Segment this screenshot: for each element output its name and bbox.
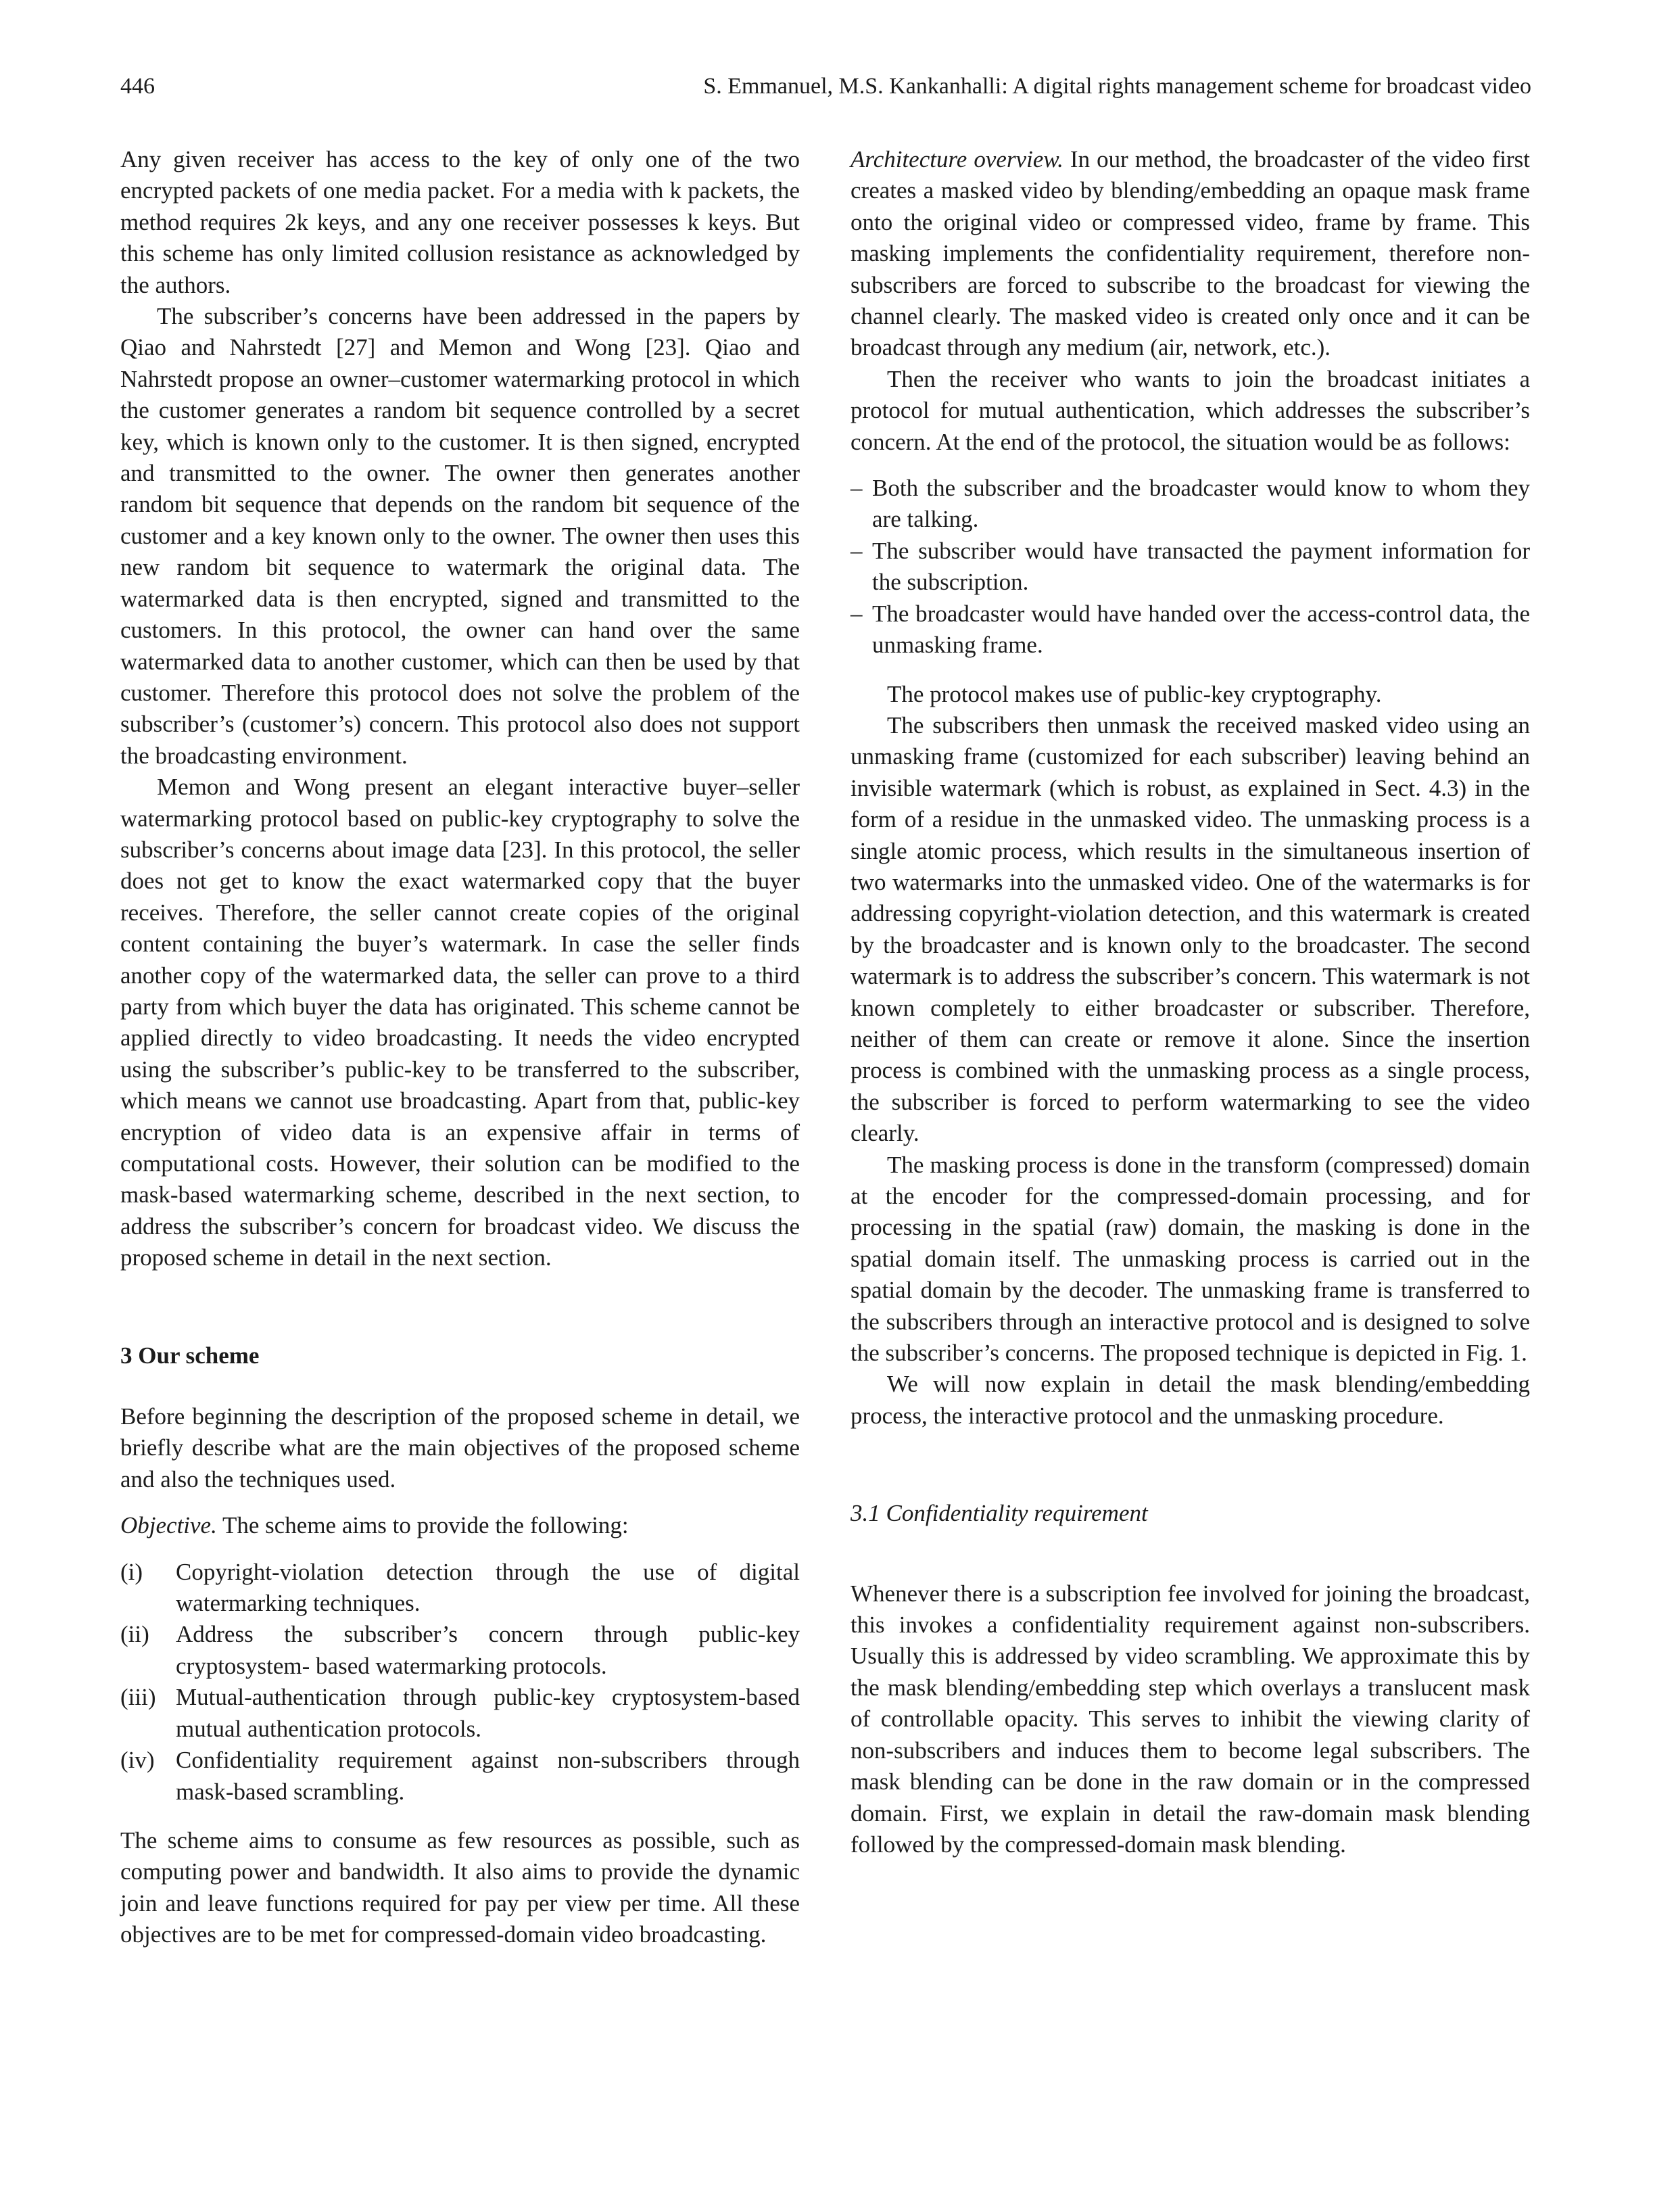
list-marker: (i) [120, 1558, 143, 1585]
section-heading: 3 Our scheme [120, 1342, 260, 1369]
objective-heading: Objective. [120, 1512, 217, 1539]
list-item [851, 598, 1530, 661]
outcomes-list [851, 473, 1530, 661]
list-item-text: Confidentiality requirement against non-subscribers through mask-based scrambling. [176, 1747, 800, 1805]
paragraph: Any given receiver has access to the key of only one of the two encrypted packets of one media packet. For a media with k packets, the method requires 2k keys, and any one receiver possesses k keys. But this scheme has only limited collusion resistance as acknowledged by the authors. [120, 146, 800, 298]
paragraph: Then the receiver who wants to join the broadcast initiates a protocol for mutual authentication, which addresses the subscriber’s concern. At the end of the protocol, the situation would be as follows: [851, 365, 1530, 455]
architecture-paragraph [851, 144, 1530, 364]
paragraph: The subscribers then unmask the received masked video using an unmasking frame (customized for each subscriber) leaving behind an invisible watermark (which is robust, as explained in Sect. 4.3) in the form of a residue in the unmasked video. The unmasking process is a single atomic process, which results in the simultaneous insertion of two watermarks into the unmasked video. One of the watermarks is for addressing copyright-violation detection, and this watermark is created by the broadcaster and is known only to the broadcaster. The second watermark is to address the subscriber’s concern. This watermark is not known completely to either broadcaster or subscriber. Therefore, neither of them can create or remove it alone. Since the insertion process is combined with the unmasking process as a single process, the subscriber is forced to perform watermarking to see the video clearly. [851, 711, 1530, 1147]
architecture-text: In our method, the broadcaster of the video first creates a masked video by blending/embedding an opaque mask frame onto the original video or compressed video, frame by frame. This masking implements the confidentiality requirement, therefore non-subscribers are forced to subscribe to the broadcast for viewing the channel clearly. The masked video is created only once and it can be broadcast through any medium (air, network, etc.). [851, 146, 1530, 361]
left-column [120, 144, 800, 1951]
list-item [851, 536, 1530, 598]
objectives-list [120, 1557, 800, 1808]
list-marker: – [851, 537, 863, 564]
architecture-heading: Architecture overview. [851, 146, 1063, 172]
paragraph: The masking process is done in the transform (compressed) domain at the encoder for the compressed-domain processing, and for processing in the spatial (raw) domain, the masking is done in the spatial domain itself. The unmasking process is carried out in the spatial domain by the decoder. The unmasking frame is transferred to the subscribers through an interactive protocol and is designed to solve the subscriber’s concerns. The proposed technique is depicted in Fig. 1. [851, 1151, 1530, 1367]
objective-intro: The scheme aims to provide the following: [216, 1512, 629, 1539]
paragraph: Memon and Wong present an elegant interactive buyer–seller watermarking protocol based on public-key cryptography to solve the subscriber’s concerns about image data [23]. In this protocol, the seller does not get to know the exact watermarked copy that the buyer receives. Therefore, the seller cannot create copies of the original content containing the buyer’s watermark. In case the seller finds another copy of the watermarked data, the seller can prove to a third party from which buyer the data has originated. This scheme cannot be applied directly to video broadcasting. It needs the video encrypted using the subscriber’s public-key to be transferred to the subscriber, which means we cannot use broadcasting. Apart from that, public-key encryption of video data is an expensive affair in terms of computational costs. However, their solution can be modified to the mask-based watermarking scheme, described in the next section, to address the subscriber’s concern for broadcast video. We discuss the proposed scheme in detail in the next section. [120, 774, 800, 1271]
paragraph: Whenever there is a subscription fee involved for joining the broadcast, this invokes a confidentiality requirement against non-subscribers. Usually this is addressed by video scrambling. We approximate this by the mask blending/embedding step which overlays a translucent mask of controllable opacity. This serves to inhibit the viewing clarity of non-subscribers and induces them to become legal subscribers. The mask blending can be done in the raw domain or in the compressed domain. First, we explain in detail the raw-domain mask blending followed by the compressed-domain mask blending. [851, 1580, 1530, 1858]
list-item-text: Both the subscriber and the broadcaster would know to whom they are talking. [872, 475, 1530, 533]
list-item-text: Address the subscriber’s concern through public-key cryptosystem- based watermarking protocols. [176, 1621, 800, 1679]
list-marker: (iii) [120, 1684, 156, 1711]
list-item [851, 473, 1530, 536]
list-item [120, 1745, 800, 1808]
list-item-text: The broadcaster would have handed over the access-control data, the unmasking frame. [872, 600, 1530, 659]
running-title: S. Emmanuel, M.S. Kankanhalli: A digital rights management scheme for broadcast video [703, 74, 1531, 99]
page-number: 446 [120, 74, 155, 99]
paragraph: The subscriber’s concerns have been addressed in the papers by Qiao and Nahrstedt [27] and Memon and Wong [23]. Qiao and Nahrstedt propose an owner–customer watermarking protocol in which the customer generates a random bit sequence controlled by a secret key, which is known only to the customer. It is then signed, encrypted and transmitted to the owner. The owner then generates another random bit sequence that depends on the random bit sequence of the customer and a key known only to the owner. The owner then uses this new random bit sequence to watermark the original data. The watermarked data is then encrypted, signed and transmitted to the customers. In this protocol, the owner can hand over the same watermarked data to another customer, which can then be used by that customer. Therefore this protocol does not solve the problem of the subscriber’s (customer’s) concern. This protocol also does not support the broadcasting environment. [120, 303, 800, 769]
list-marker: – [851, 475, 863, 502]
paragraph: The protocol makes use of public-key cryptography. [887, 680, 1382, 707]
list-item-text: Copyright-violation detection through the use of digital watermarking techniques. [176, 1558, 800, 1617]
paragraph: We will now explain in detail the mask blending/embedding process, the interactive protocol and the unmasking procedure. [851, 1371, 1530, 1429]
subsection-heading: 3.1 Confidentiality requirement [851, 1500, 1148, 1527]
paragraph: The scheme aims to consume as few resources as possible, such as computing power and bandwidth. It also aims to provide the dynamic join and leave functions required for pay per view per time. All these objectives are to be met for compressed-domain video broadcasting. [120, 1827, 800, 1948]
right-column [851, 144, 1530, 1860]
list-item [120, 1557, 800, 1620]
objective-paragraph [120, 1510, 800, 1541]
list-item [120, 1682, 800, 1745]
paragraph: Before beginning the description of the proposed scheme in detail, we briefly describe what are the main objectives of the proposed scheme and also the techniques used. [120, 1403, 800, 1492]
list-item [120, 1619, 800, 1682]
list-item-text: Mutual-authentication through public-key cryptosystem-based mutual authentication protocols. [176, 1684, 800, 1742]
list-marker: (iv) [120, 1747, 155, 1774]
list-marker: – [851, 600, 863, 627]
list-marker: (ii) [120, 1621, 149, 1648]
list-item-text: The subscriber would have transacted the payment information for the subscription. [872, 537, 1530, 596]
